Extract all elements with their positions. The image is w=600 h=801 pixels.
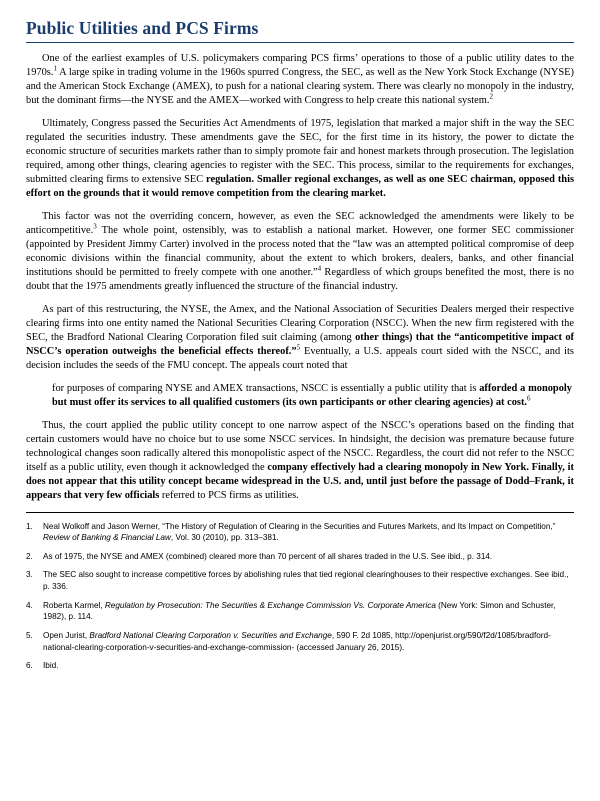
highlighted-text: company effectively had a clearing monopoly in New York. Finally, it does not appear that this utility concept became widespread in the U.S. and, until just before the passage of Dodd–Frank, it appears that very few officials	[26, 461, 574, 501]
paragraph-2	[26, 117, 574, 201]
text-run: Open Jurist,	[43, 631, 90, 641]
text-run: The SEC also sought to increase competitive forces by abolishing rules that tied regional clearinghouses to their respective exchanges. See ibid., p. 336.	[43, 570, 569, 592]
footnote-text	[43, 630, 574, 653]
text-run: Regardless of which groups benefited the most, there is no doubt that the 1975 amendments greatly influenced the structure of the financial industry.	[26, 266, 574, 292]
paragraph-3	[26, 210, 574, 294]
text-run: One of the earliest examples of U.S. policymakers comparing PCS firms’ operations to those of a public utility dates to the 1970s.	[26, 53, 574, 78]
paragraph-4	[26, 303, 574, 373]
text-run: , Vol. 30 (2010), pp. 313–381.	[170, 533, 279, 543]
footnote-marker: 4	[317, 264, 322, 273]
italic-text: Review of Banking & Financial Law	[43, 533, 171, 543]
footnote-number: 5.	[26, 631, 33, 641]
footnote-number: 3.	[26, 570, 33, 580]
text-run: This factor was not the overriding concern, however, as even the SEC acknowledged the amendments were likely to be anticompetitive.	[26, 210, 574, 236]
highlighted-text: afforded a monopoly but must offer its services to all qualified customers (its own participants or other clearing agencies) at cost.	[52, 382, 572, 408]
footnote-item	[26, 551, 574, 563]
footnote-text	[43, 551, 574, 563]
text-run: Eventually, a U.S. appeals court sided with the NSCC, and its decision includes the seeds of the FMU concept. The appeals court noted that	[26, 345, 574, 371]
footnote-number: 2.	[26, 551, 33, 561]
footnote-marker: 5	[296, 343, 301, 352]
text-run: As of 1975, the NYSE and AMEX (combined) cleared more than 70 percent of all shares traded in the U.S. See ibid., p. 314.	[43, 551, 493, 561]
title-divider	[26, 42, 574, 43]
text-run: Roberta Karmel,	[43, 600, 105, 610]
footnote-marker: 1	[53, 64, 57, 73]
highlighted-text: regulation. Smaller regional exchanges, as well as one SEC chairman, opposed this effort on the grounds that it would remove competition from the clearing market.	[26, 173, 574, 199]
footnote-number: 4.	[26, 600, 33, 610]
body-content	[26, 52, 574, 503]
text-run: Thus, the court applied the public utility concept to one narrow aspect of the NSCC’s operations based on the finding that certain customers would have no choice but to use some NSCC services. In hindsight, the decision was premature because future technological changes soon radically altered this monopolistic aspect of the NSCC. Regardless, the court did not refer to the NSCC itself as a public utility, even though it acknowledged the	[26, 419, 574, 473]
footnote-number: 1.	[26, 521, 33, 531]
italic-text: Regulation by Prosecution: The Securities & Exchange Commission Vs. Corporate America	[104, 600, 436, 610]
footnotes-divider	[26, 512, 574, 513]
footnote-text	[43, 569, 574, 592]
footnote-number: 6.	[26, 661, 33, 671]
paragraph-1	[26, 52, 574, 108]
footnote-item	[26, 569, 574, 592]
footnote-item	[26, 521, 574, 544]
footnote-marker: 3	[93, 222, 97, 231]
page-title: Public Utilities and PCS Firms	[26, 18, 259, 38]
footnote-marker: 2	[489, 92, 493, 101]
paragraph-5	[26, 419, 574, 503]
footnote-marker: 6	[527, 394, 531, 403]
footnote-item	[26, 600, 574, 623]
italic-text: Bradford National Clearing Corporation v. Securities and Exchange	[89, 631, 332, 641]
text-run: Ultimately, Congress passed the Securities Act Amendments of 1975, legislation that marked a major shift in the way the SEC regulated the securities industry. These amendments gave the SEC, for the first time in its history, the power to dictate the economic structure of securities markets rather than to simply promote fair and honest markets through prosecution. The legislation required, among other things, clearing agencies to register with the SEC. This process, similar to the requirements for exchanges, submitted clearing firms to extensive SEC	[26, 117, 574, 185]
text-run: for purposes of comparing NYSE and AMEX transactions, NSCC is essentially a public utility that is	[52, 382, 480, 394]
footnote-item	[26, 630, 574, 653]
text-run: , 590 F. 2d 1085, http://openjurist.org/590/f2d/1085/bradford-national-clearing-corporation-v-securities-and-exchange-commission- (accessed January 26, 2015).	[43, 631, 551, 652]
text-run: A large spike in trading volume in the 1960s spurred Congress, the SEC, as well as the New York Stock Exchange (NYSE) and the American Stock Exchange (AMEX), to push for a national clearing system. There was clearly no monopoly in the industry, but the dominant firms—the NYSE and the AMEX—worked with Congress to help create this national system.	[26, 66, 574, 106]
text-run: Neal Wolkoff and Jason Werner, “The History of Regulation of Clearing in the Securities and Futures Markets, and Its Impact on Competition,”	[43, 521, 556, 531]
highlighted-text: other things) that the “anticompetitive impact of NSCC’s operation outweighs the beneficial effects thereof.”	[26, 331, 574, 357]
text-run: (New York: Simon and Schuster, 1982), p. 114.	[43, 600, 556, 622]
text-run: The whole point, ostensibly, was to establish a national market. However, one former SEC commissioner (appointed by President Jimmy Carter) involved in the process noted that the “law was an attempted political compromise of deep economic divisions within the financial community, about the extent to which brokers, dealers, banks, and other financial institutions should be permitted to freely compete with one another.”	[26, 224, 574, 278]
footnote-item	[26, 660, 574, 672]
text-run: referred to PCS firms as utilities.	[159, 489, 299, 501]
text-run: Ibid.	[43, 661, 59, 671]
footnote-text	[43, 660, 574, 672]
footnote-text	[43, 600, 574, 623]
footnote-text	[43, 521, 574, 544]
blockquote	[26, 382, 574, 410]
text-run: As part of this restructuring, the NYSE, the Amex, and the National Association of Securities Dealers merged their respective clearing firms into one entity named the National Securities Clearing Corporation (NSCC). When the new firm registered with the SEC, the Bradford National Clearing Corporation filed suit claiming (among	[26, 303, 574, 343]
footnotes-list	[26, 521, 574, 672]
